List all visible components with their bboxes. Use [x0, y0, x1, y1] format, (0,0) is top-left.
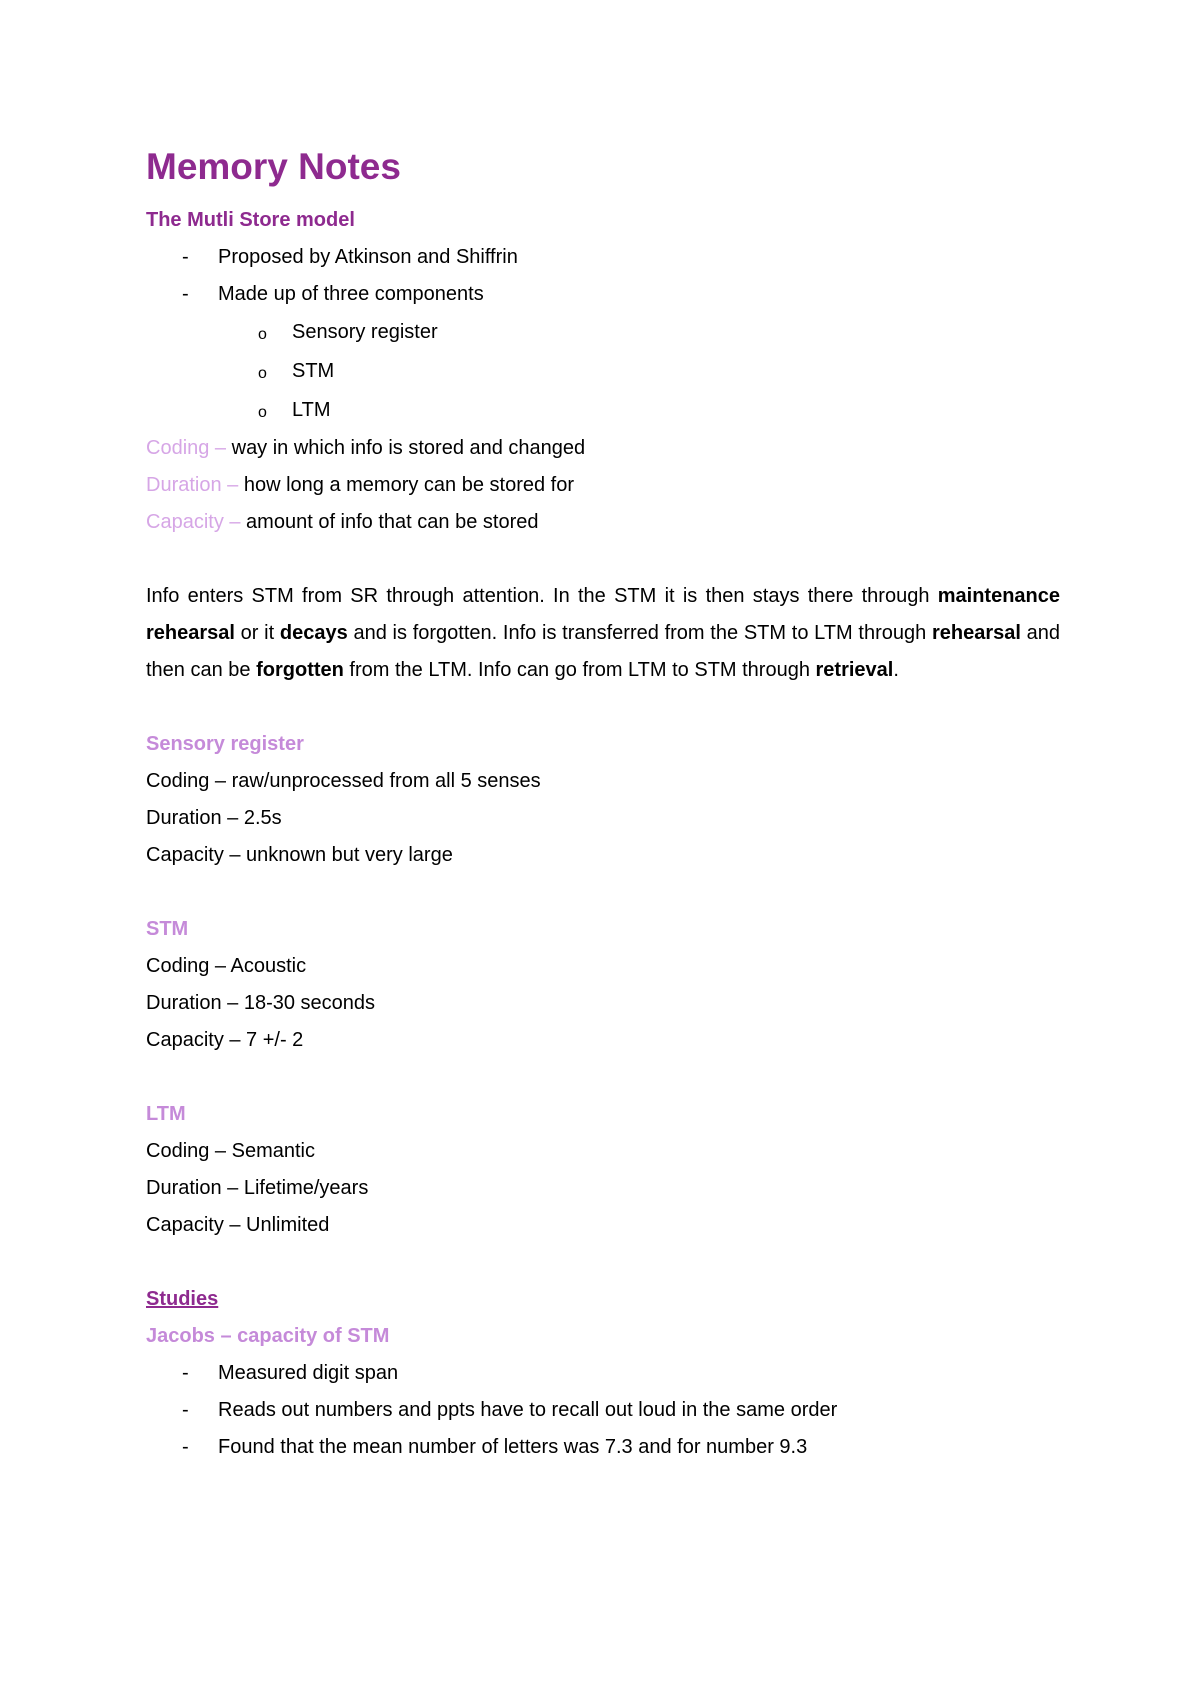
section-heading-studies: Studies: [146, 1288, 219, 1310]
definition-capacity: Capacity – amount of info that can be stored: [146, 511, 539, 533]
list-item: - Found that the mean number of letters was 7.3 and for number 9.3: [146, 1429, 1060, 1466]
dash-bullet: -: [182, 1362, 189, 1384]
stm-line: Coding – Acoustic: [146, 955, 307, 977]
explanation-paragraph: Info enters STM from SR through attention. In the STM it is then stays there through maintenance rehearsal or it decays and is forgotten. Info is transferred from the STM to LTM through rehearsal and then can be forgotten from the LTM. Info can go from LTM to STM through retrieval.: [146, 585, 1061, 681]
circle-bullet: o: [258, 326, 267, 343]
definition-duration: Duration – how long a memory can be stored for: [146, 474, 575, 496]
dash-bullet: -: [182, 246, 189, 268]
sub-list-item: o STM: [146, 352, 1060, 391]
sub-list-item: o Sensory register: [146, 313, 1060, 352]
circle-bullet: o: [258, 404, 267, 421]
dash-bullet: -: [182, 1399, 189, 1421]
dash-bullet: -: [182, 1436, 189, 1458]
sensory-line: Duration – 2.5s: [146, 807, 282, 829]
list-item: - Reads out numbers and ppts have to recall out loud in the same order: [146, 1392, 1060, 1429]
sensory-line: Capacity – unknown but very large: [146, 844, 453, 866]
document-page: [146, 140, 1060, 1466]
ltm-line: Duration – Lifetime/years: [146, 1177, 369, 1199]
section-heading-sensory: Sensory register: [146, 733, 304, 755]
stm-line: Duration – 18-30 seconds: [146, 992, 376, 1014]
study-heading-jacobs: Jacobs – capacity of STM: [146, 1325, 390, 1347]
section-heading-multi-store: The Mutli Store model: [146, 209, 355, 231]
stm-line: Capacity – 7 +/- 2: [146, 1029, 304, 1051]
ltm-line: Coding – Semantic: [146, 1140, 315, 1162]
list-item: - Measured digit span: [146, 1355, 1060, 1392]
list-item: - Made up of three components: [146, 276, 1060, 313]
section-heading-ltm: LTM: [146, 1103, 186, 1125]
section-heading-stm: STM: [146, 918, 189, 940]
sub-list-item: o LTM: [146, 391, 1060, 430]
circle-bullet: o: [258, 365, 267, 382]
ltm-line: Capacity – Unlimited: [146, 1214, 330, 1236]
definition-coding: Coding – way in which info is stored and changed: [146, 437, 586, 459]
sensory-line: Coding – raw/unprocessed from all 5 senses: [146, 770, 541, 792]
list-item: - Proposed by Atkinson and Shiffrin: [146, 239, 1060, 276]
page-title: Memory Notes: [146, 146, 401, 187]
dash-bullet: -: [182, 283, 189, 305]
